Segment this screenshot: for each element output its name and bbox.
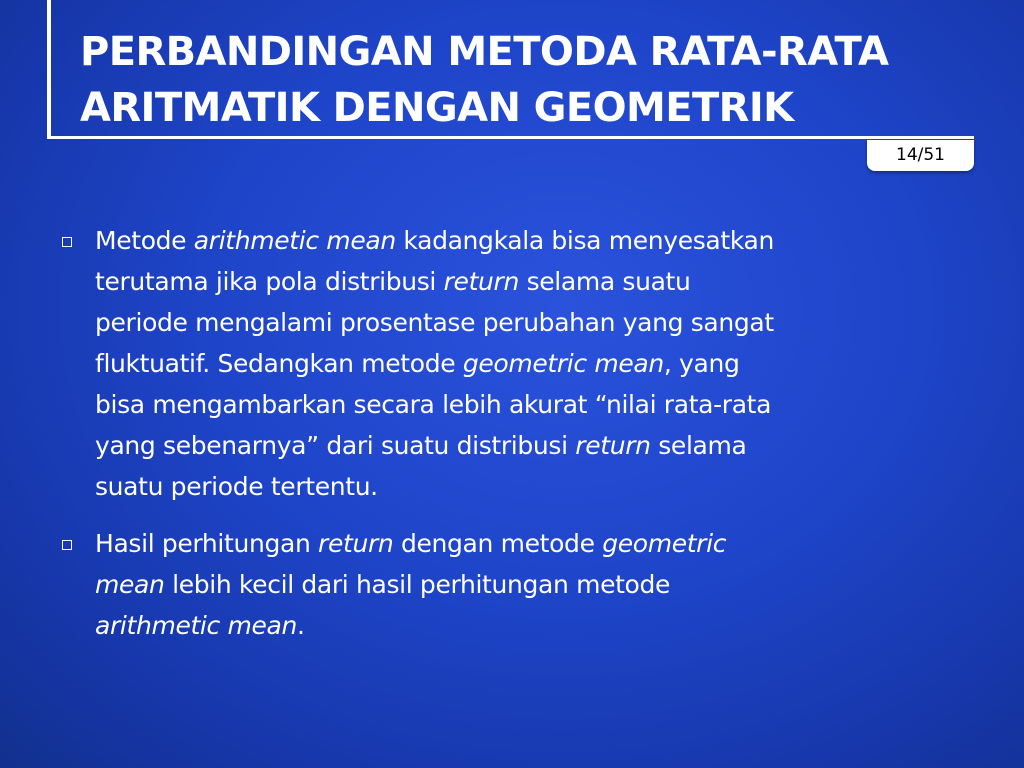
text-segment: yang sebenarnya” dari suatu distribusi <box>95 431 576 460</box>
text-segment: Metode <box>95 226 194 255</box>
bullet-text-line <box>95 605 960 646</box>
text-segment: selama <box>650 431 747 460</box>
bullet-text-line <box>95 302 960 343</box>
bullet-item <box>60 220 960 507</box>
text-segment: , yang <box>663 349 740 378</box>
italic-term: arithmetic mean <box>193 226 396 255</box>
text-segment: dengan metode <box>393 529 603 558</box>
text-segment: bisa mengambarkan secara lebih akurat “nilai rata-rata <box>95 390 772 419</box>
text-segment: suatu periode tertentu. <box>95 472 378 501</box>
bullet-text-line <box>95 466 960 507</box>
bullet-item <box>60 523 960 646</box>
square-bullet-icon <box>62 540 72 550</box>
text-segment: fluktuatif. Sedangkan metode <box>95 349 463 378</box>
bullet-list <box>60 220 960 646</box>
italic-term: geometric mean <box>462 349 664 378</box>
text-segment: selama suatu <box>518 267 691 296</box>
bullet-text-line <box>95 343 960 384</box>
bullet-text-line <box>95 425 960 466</box>
text-segment: periode mengalami prosentase perubahan yang sangat <box>95 308 774 337</box>
slide-title-line-2: ARITMATIK DENGAN GEOMETRIK <box>80 85 794 131</box>
text-segment: . <box>297 611 305 640</box>
slide-title-line-1: PERBANDINGAN METODA RATA-RATA <box>80 29 889 75</box>
square-bullet-icon <box>62 237 72 247</box>
text-segment: kadangkala bisa menyesatkan <box>395 226 775 255</box>
bullet-text-line <box>95 384 960 425</box>
italic-term: return <box>443 267 519 296</box>
slide-title <box>80 24 980 136</box>
italic-term: geometric <box>602 529 727 558</box>
text-segment: terutama jika pola distribusi <box>95 267 444 296</box>
bullet-text-line <box>95 564 960 605</box>
italic-term: mean <box>95 570 165 599</box>
text-segment: lebih kecil dari hasil perhitungan metode <box>164 570 671 599</box>
italic-term: return <box>318 529 394 558</box>
bullet-text-line <box>95 220 960 261</box>
text-segment: Hasil perhitungan <box>95 529 319 558</box>
bullet-text-line <box>95 261 960 302</box>
italic-term: arithmetic mean <box>95 611 298 640</box>
bullet-text-line <box>95 523 960 564</box>
italic-term: return <box>575 431 651 460</box>
page-number-badge: 14/51 <box>867 140 974 171</box>
